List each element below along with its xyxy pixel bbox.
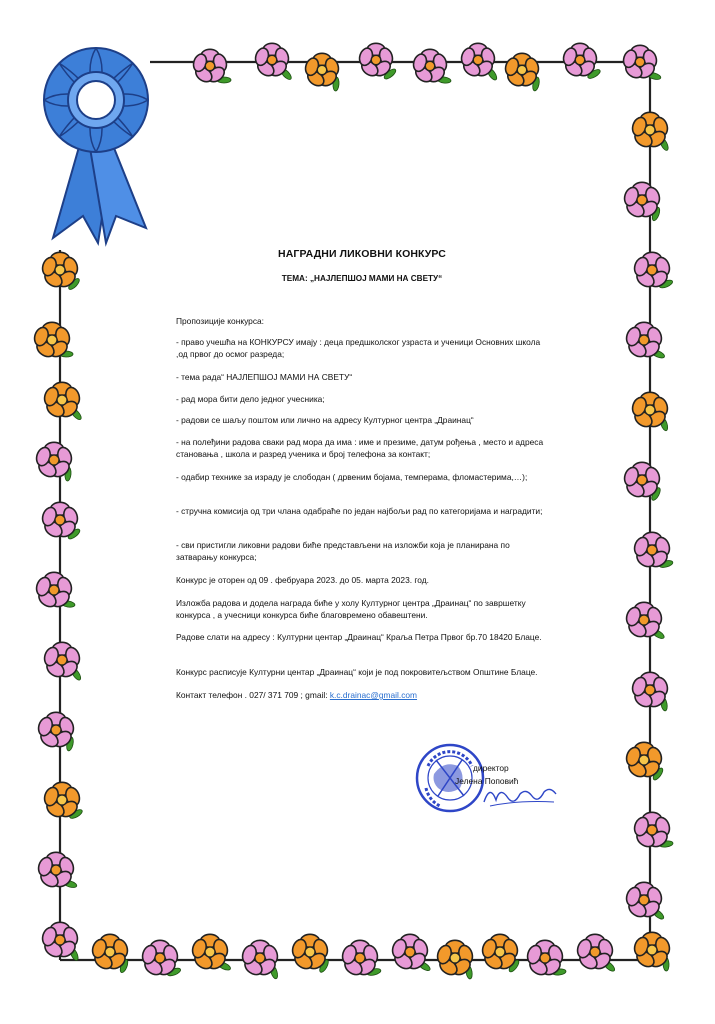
rule-item: - на полеђини радова сваки рад мора да има : име и презиме, датум рођења , место и адреса становања , школа и разред ученика и број телефона за контакт; — [176, 437, 544, 459]
document-title: НАГРАДНИ ЛИКОВНИ КОНКУРС — [278, 248, 446, 260]
rule-item: - тема рада“ НАЈЛЕПШОЈ МАМИ НА СВЕТУ“ — [176, 372, 353, 382]
director-title: директор — [473, 763, 509, 773]
rule-item: - рад мора бити дело једног учесника; — [176, 394, 325, 404]
contact-label: Контакт телефон . 027/ 371 709 ; gmail: — [176, 690, 328, 700]
rule-item: - радови се шаљу поштом или лично на адресу Културног центра „Драинац“ — [176, 415, 474, 425]
rule-item: - стручна комисија од три члана одабраће по један најбољи рад по категоријама и наградити; — [176, 506, 543, 516]
rule-item: - право учешћа на КОНКУРСУ имају : деца предшколског узраста и ученици Основних школа ,од првог до осмог разреда; — [176, 337, 541, 359]
rule-item: - сви пристигли ликовни радови биће представљени на изложби која је планирана по затварању конкурса; — [176, 540, 510, 562]
contact-line — [176, 690, 548, 702]
blue-ribbon-rosette-icon — [28, 38, 168, 248]
contest-dates: Конкурс је оторен од 09 . фебруара 2023. до 05. марта 2023. год. — [176, 575, 429, 585]
mailing-address: Радове слати на адресу : Културни центар „Драинац“ Краља Петра Првог бр.70 18420 Блаце. — [176, 632, 542, 642]
rules-intro: Пропозиције конкурса: — [176, 316, 264, 326]
director-name: Јелена Поповић — [455, 776, 519, 786]
handwritten-signature — [480, 780, 560, 810]
organizer-info: Конкурс расписује Културни центар „Драинац“ који је под покровитељством Општине Блаце. — [176, 667, 538, 677]
document-theme: ТЕМА: „НАЈЛЕПШОЈ МАМИ НА СВЕТУ“ — [281, 274, 443, 283]
contact-email-link[interactable]: k.c.drainac@gmail.com — [329, 690, 418, 700]
exhibition-info: Изложба радова и додела награда биће у холу Културног центра „Драинац“ по завршетку конкурса , а учесници конкурса биће благовремено обавештени. — [176, 598, 526, 620]
rule-item: - одабир технике за израду је слободан ( дрвеним бојама, темперама, фломастерима,…); — [176, 472, 528, 482]
